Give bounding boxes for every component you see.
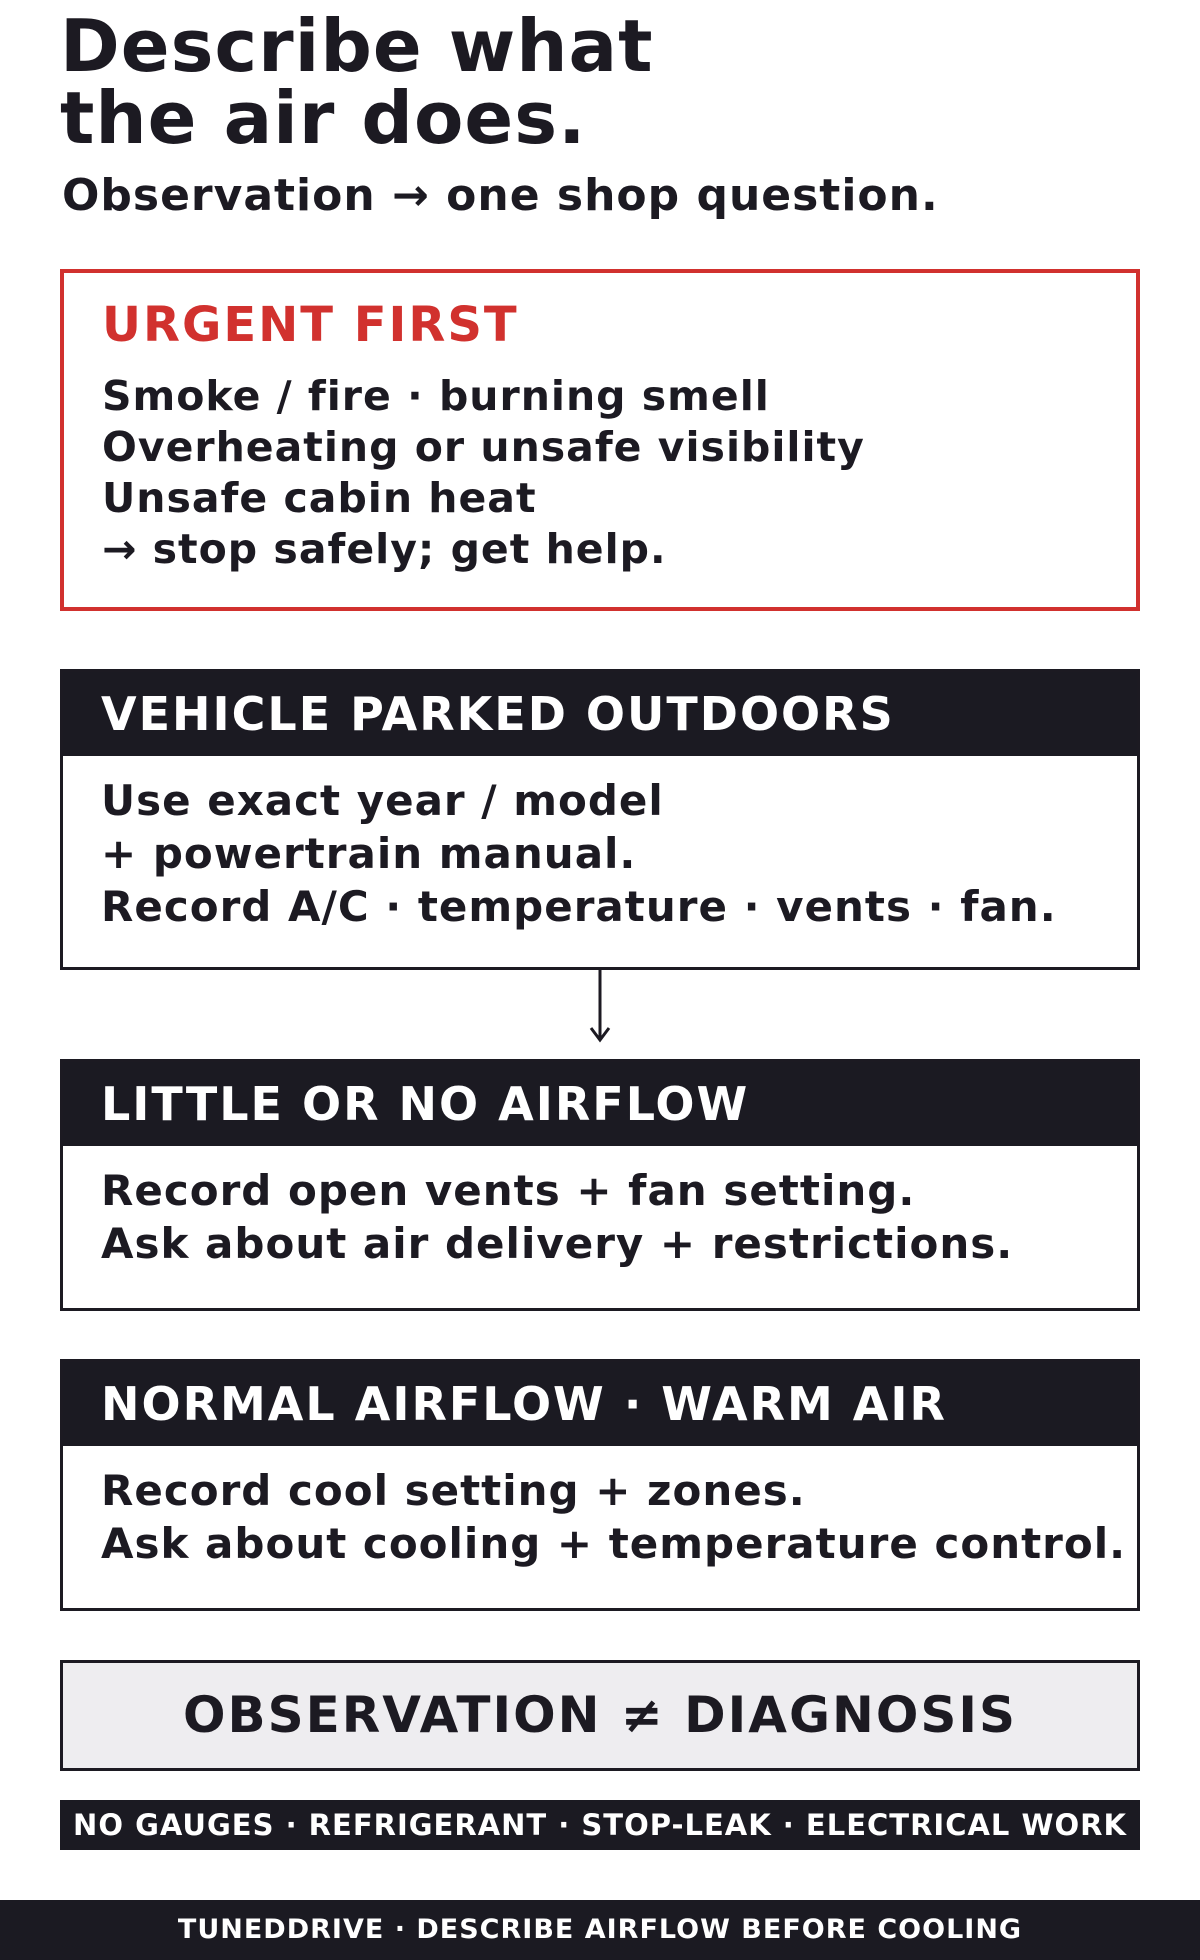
step-line: Record open vents + fan setting. <box>101 1166 916 1215</box>
step-normal-airflow-box <box>60 1359 1140 1611</box>
title-line-1: Describe what <box>60 4 654 88</box>
step-line: Record A/C · temperature · vents · fan. <box>101 882 1057 931</box>
step-body <box>63 1146 1137 1270</box>
title-line-2: the air does. <box>60 76 587 160</box>
step-body <box>63 756 1137 933</box>
step-line: Ask about cooling + temperature control. <box>101 1519 1127 1568</box>
step-heading: LITTLE OR NO AIRFLOW <box>63 1062 1137 1146</box>
urgent-line: Smoke / fire · burning smell <box>102 372 770 420</box>
step-line: Record cool setting + zones. <box>101 1466 806 1515</box>
step-body <box>63 1446 1137 1570</box>
urgent-first-box <box>60 269 1140 611</box>
step-vehicle-parked-box <box>60 669 1140 970</box>
step-line: + powertrain manual. <box>101 829 637 878</box>
urgent-line: Unsafe cabin heat <box>102 474 537 522</box>
urgent-heading: URGENT FIRST <box>102 297 519 353</box>
step-line: Ask about air delivery + restrictions. <box>101 1219 1014 1268</box>
step-heading: NORMAL AIRFLOW · WARM AIR <box>63 1362 1137 1446</box>
down-arrow-icon <box>588 968 612 1044</box>
urgent-lines <box>102 371 1136 575</box>
step-line: Use exact year / model <box>101 776 664 825</box>
warning-banner: NO GAUGES · REFRIGERANT · STOP-LEAK · ELECTRICAL WORK <box>60 1800 1140 1850</box>
page-title <box>60 4 654 160</box>
step-heading: VEHICLE PARKED OUTDOORS <box>63 672 1137 756</box>
verdict-box: OBSERVATION ≠ DIAGNOSIS <box>60 1660 1140 1771</box>
urgent-line: → stop safely; get help. <box>102 525 667 573</box>
step-little-airflow-box <box>60 1059 1140 1311</box>
footer-bar: TUNEDDRIVE · DESCRIBE AIRFLOW BEFORE COOLING <box>0 1900 1200 1960</box>
urgent-line: Overheating or unsafe visibility <box>102 423 865 471</box>
page-subtitle: Observation → one shop question. <box>62 170 939 221</box>
